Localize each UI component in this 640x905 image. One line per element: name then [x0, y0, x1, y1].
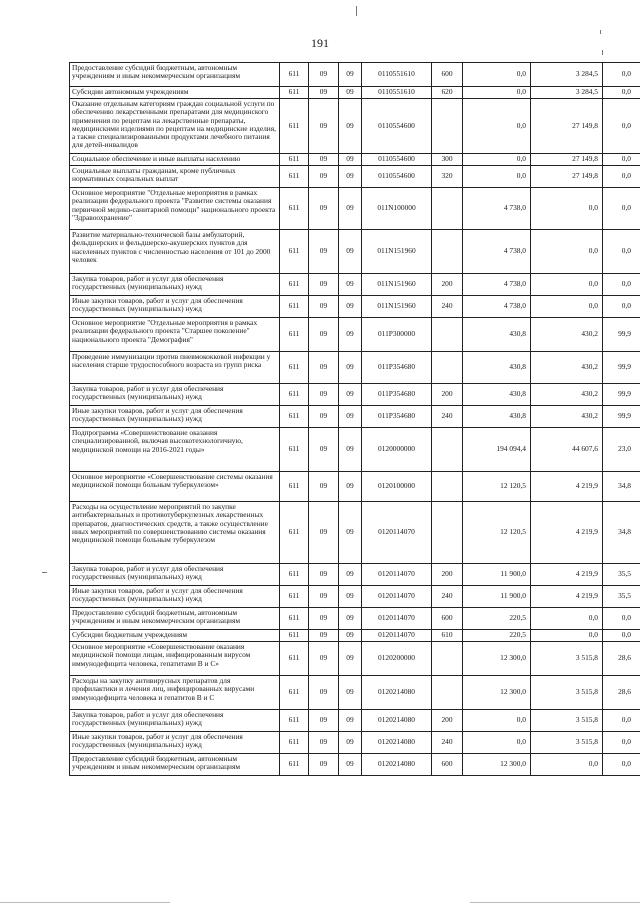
expense-type-cell: 610 [432, 630, 463, 642]
scan-speck [602, 50, 603, 55]
section-code-cell: 09 [309, 564, 339, 586]
section-code-cell: 09 [309, 732, 339, 754]
subsection-code-cell: 09 [339, 710, 362, 732]
executed-amount-cell: 4 219,9 [531, 564, 603, 586]
target-article-cell: 011P354680 [362, 384, 432, 406]
row-name-cell: Закупка товаров, работ и услуг для обеспечения государственных (муниципальных) нужд [70, 564, 280, 586]
expense-type-cell: 200 [432, 710, 463, 732]
target-article-cell: 0120114070 [362, 564, 432, 586]
percent-cell: 0,0 [603, 274, 640, 296]
row-name-cell: Социальное обеспечение и иные выплаты населению [70, 154, 280, 166]
section-code-cell: 09 [309, 63, 339, 87]
row-name-cell: Закупка товаров, работ и услуг для обеспечения государственных (муниципальных) нужд [70, 710, 280, 732]
target-article-cell: 0120114070 [362, 608, 432, 630]
subsection-code-cell: 09 [339, 564, 362, 586]
target-article-cell: 011P300000 [362, 318, 432, 352]
table-row [70, 502, 640, 564]
percent-cell: 0,0 [603, 230, 640, 274]
section-code-cell: 09 [309, 586, 339, 608]
section-code-cell: 09 [309, 630, 339, 642]
planned-amount-cell: 220,5 [463, 630, 531, 642]
planned-amount-cell: 0,0 [463, 732, 531, 754]
row-name-cell: Иные закупки товаров, работ и услуг для обеспечения государственных (муниципальных) нужд [70, 586, 280, 608]
target-article-cell: 0120000000 [362, 428, 432, 472]
table-row [70, 406, 640, 428]
executed-amount-cell: 430,2 [531, 384, 603, 406]
expense-type-cell [432, 676, 463, 710]
expense-type-cell [432, 99, 463, 154]
ministry-code-cell: 611 [280, 564, 309, 586]
table-row [70, 384, 640, 406]
table-row [70, 630, 640, 642]
section-code-cell: 09 [309, 166, 339, 188]
subsection-code-cell: 09 [339, 642, 362, 676]
subsection-code-cell: 09 [339, 502, 362, 564]
section-code-cell: 09 [309, 642, 339, 676]
executed-amount-cell: 4 219,9 [531, 586, 603, 608]
ministry-code-cell: 611 [280, 472, 309, 502]
ministry-code-cell: 611 [280, 630, 309, 642]
subsection-code-cell: 09 [339, 352, 362, 384]
ministry-code-cell: 611 [280, 274, 309, 296]
executed-amount-cell: 44 607,6 [531, 428, 603, 472]
expense-type-cell: 240 [432, 406, 463, 428]
table-row [70, 754, 640, 776]
executed-amount-cell: 4 219,9 [531, 502, 603, 564]
planned-amount-cell: 11 900,0 [463, 586, 531, 608]
expense-type-cell: 240 [432, 296, 463, 318]
percent-cell: 0,0 [603, 188, 640, 230]
ministry-code-cell: 611 [280, 586, 309, 608]
percent-cell: 0,0 [603, 732, 640, 754]
percent-cell: 99,9 [603, 406, 640, 428]
ministry-code-cell: 611 [280, 608, 309, 630]
row-name-cell: Подпрограмма «Совершенствование оказания специализированной, включая высокотехнологичную, медицинской помощи на 2016-2021 годы» [70, 428, 280, 472]
section-code-cell: 09 [309, 99, 339, 154]
expense-type-cell: 600 [432, 608, 463, 630]
section-code-cell: 09 [309, 428, 339, 472]
expense-type-cell: 200 [432, 564, 463, 586]
target-article-cell: 0120114070 [362, 586, 432, 608]
section-code-cell: 09 [309, 710, 339, 732]
target-article-cell: 0110554600 [362, 166, 432, 188]
ministry-code-cell: 611 [280, 384, 309, 406]
percent-cell: 0,0 [603, 296, 640, 318]
target-article-cell: 011N151960 [362, 274, 432, 296]
target-article-cell: 011N151960 [362, 296, 432, 318]
percent-cell: 28,6 [603, 642, 640, 676]
subsection-code-cell: 09 [339, 87, 362, 99]
planned-amount-cell: 12 300,0 [463, 754, 531, 776]
ministry-code-cell: 611 [280, 166, 309, 188]
target-article-cell: 0120214080 [362, 710, 432, 732]
planned-amount-cell: 0,0 [463, 63, 531, 87]
subsection-code-cell: 09 [339, 676, 362, 710]
row-name-cell: Закупка товаров, работ и услуг для обеспечения государственных (муниципальных) нужд [70, 384, 280, 406]
planned-amount-cell: 430,8 [463, 318, 531, 352]
target-article-cell: 0110554600 [362, 99, 432, 154]
percent-cell: 99,9 [603, 318, 640, 352]
percent-cell: 99,9 [603, 352, 640, 384]
table-row [70, 296, 640, 318]
subsection-code-cell: 09 [339, 406, 362, 428]
percent-cell: 0,0 [603, 710, 640, 732]
percent-cell: 0,0 [603, 754, 640, 776]
table-row [70, 710, 640, 732]
planned-amount-cell: 4 738,0 [463, 274, 531, 296]
row-name-cell: Иные закупки товаров, работ и услуг для обеспечения государственных (муниципальных) нужд [70, 296, 280, 318]
row-name-cell: Развитие материально-технической базы амбулаторий, фельдшерских и фельдшерско-акушерских пунктов для населенных пунктов с численностью населения от 101 до 2000 человек [70, 230, 280, 274]
row-name-cell: Предоставление субсидий бюджетным, автономным учреждениям и иным некоммерческим организациям [70, 63, 280, 87]
executed-amount-cell: 4 219,9 [531, 472, 603, 502]
row-name-cell: Основное мероприятие "Отдельные мероприятия в рамках реализации федерального проекта "Старшее поколение" национального проекта "Демография" [70, 318, 280, 352]
row-name-cell: Основное мероприятие «Совершенствование системы оказания медицинской помощи больным туберкулезом» [70, 472, 280, 502]
executed-amount-cell: 0,0 [531, 608, 603, 630]
section-code-cell: 09 [309, 754, 339, 776]
scan-speck [600, 30, 601, 34]
table-row [70, 564, 640, 586]
executed-amount-cell: 3 515,8 [531, 676, 603, 710]
table-row [70, 154, 640, 166]
table-row [70, 586, 640, 608]
planned-amount-cell: 12 300,0 [463, 676, 531, 710]
percent-cell: 0,0 [603, 87, 640, 99]
subsection-code-cell: 09 [339, 472, 362, 502]
percent-cell: 0,0 [603, 99, 640, 154]
subsection-code-cell: 09 [339, 63, 362, 87]
target-article-cell: 0120100000 [362, 472, 432, 502]
planned-amount-cell: 12 120,5 [463, 472, 531, 502]
scan-edge-line [470, 902, 640, 903]
percent-cell: 35,5 [603, 564, 640, 586]
expense-type-cell [432, 352, 463, 384]
section-code-cell: 09 [309, 472, 339, 502]
table-row [70, 608, 640, 630]
table-row [70, 428, 640, 472]
executed-amount-cell: 430,2 [531, 406, 603, 428]
executed-amount-cell: 0,0 [531, 274, 603, 296]
subsection-code-cell: 09 [339, 99, 362, 154]
ministry-code-cell: 611 [280, 406, 309, 428]
planned-amount-cell: 430,8 [463, 406, 531, 428]
ministry-code-cell: 611 [280, 502, 309, 564]
expense-type-cell: 240 [432, 586, 463, 608]
executed-amount-cell: 3 284,5 [531, 87, 603, 99]
row-name-cell: Предоставление субсидий бюджетным, автономным учреждениям и иным некоммерческим организациям [70, 608, 280, 630]
planned-amount-cell: 0,0 [463, 166, 531, 188]
target-article-cell: 011P354680 [362, 352, 432, 384]
target-article-cell: 011N100000 [362, 188, 432, 230]
planned-amount-cell: 11 900,0 [463, 564, 531, 586]
ministry-code-cell: 611 [280, 87, 309, 99]
ministry-code-cell: 611 [280, 188, 309, 230]
executed-amount-cell: 430,2 [531, 352, 603, 384]
scan-edge-line [0, 902, 170, 903]
percent-cell: 0,0 [603, 608, 640, 630]
scan-speck [42, 572, 47, 573]
section-code-cell: 09 [309, 502, 339, 564]
ministry-code-cell: 611 [280, 63, 309, 87]
expense-type-cell: 200 [432, 384, 463, 406]
planned-amount-cell: 220,5 [463, 608, 531, 630]
target-article-cell: 0120214080 [362, 676, 432, 710]
executed-amount-cell: 0,0 [531, 754, 603, 776]
subsection-code-cell: 09 [339, 188, 362, 230]
subsection-code-cell: 09 [339, 630, 362, 642]
target-article-cell: 011N151960 [362, 230, 432, 274]
subsection-code-cell: 09 [339, 274, 362, 296]
scan-speck [356, 6, 357, 16]
planned-amount-cell: 0,0 [463, 99, 531, 154]
executed-amount-cell: 0,0 [531, 630, 603, 642]
target-article-cell: 0120214080 [362, 754, 432, 776]
executed-amount-cell: 0,0 [531, 188, 603, 230]
expense-type-cell: 620 [432, 87, 463, 99]
expense-type-cell: 600 [432, 63, 463, 87]
ministry-code-cell: 611 [280, 296, 309, 318]
table-row [70, 99, 640, 154]
row-name-cell: Расходы на закупку антивирусных препаратов для профилактики и лечения лиц, инфицированных вирусами иммунодефицита человека и гепатитов B и C [70, 676, 280, 710]
planned-amount-cell: 4 738,0 [463, 296, 531, 318]
subsection-code-cell: 09 [339, 154, 362, 166]
section-code-cell: 09 [309, 230, 339, 274]
table-row [70, 274, 640, 296]
planned-amount-cell: 194 094,4 [463, 428, 531, 472]
expense-type-cell: 300 [432, 154, 463, 166]
expense-type-cell [432, 188, 463, 230]
subsection-code-cell: 09 [339, 428, 362, 472]
section-code-cell: 09 [309, 384, 339, 406]
table-row [70, 676, 640, 710]
table-row [70, 166, 640, 188]
executed-amount-cell: 3 515,8 [531, 642, 603, 676]
row-name-cell: Основное мероприятие "Отдельные мероприятия в рамках реализации федерального проекта "Развитие системы оказания первичной медико-санитарной помощи" национального проекта "Здравоохранение" [70, 188, 280, 230]
percent-cell: 0,0 [603, 154, 640, 166]
percent-cell: 99,9 [603, 384, 640, 406]
table-row [70, 63, 640, 87]
ministry-code-cell: 611 [280, 230, 309, 274]
ministry-code-cell: 611 [280, 428, 309, 472]
expense-type-cell [432, 472, 463, 502]
subsection-code-cell: 09 [339, 230, 362, 274]
row-name-cell: Социальные выплаты гражданам, кроме публичных нормативных социальных выплат [70, 166, 280, 188]
executed-amount-cell: 27 149,8 [531, 166, 603, 188]
ministry-code-cell: 611 [280, 154, 309, 166]
section-code-cell: 09 [309, 296, 339, 318]
row-name-cell: Закупка товаров, работ и услуг для обеспечения государственных (муниципальных) нужд [70, 274, 280, 296]
table-row [70, 352, 640, 384]
subsection-code-cell: 09 [339, 586, 362, 608]
ministry-code-cell: 611 [280, 318, 309, 352]
table-row [70, 230, 640, 274]
executed-amount-cell: 430,2 [531, 318, 603, 352]
planned-amount-cell: 430,8 [463, 384, 531, 406]
executed-amount-cell: 3 515,8 [531, 710, 603, 732]
expense-type-cell: 240 [432, 732, 463, 754]
planned-amount-cell: 0,0 [463, 154, 531, 166]
expense-type-cell [432, 230, 463, 274]
planned-amount-cell: 0,0 [463, 710, 531, 732]
ministry-code-cell: 611 [280, 754, 309, 776]
ministry-code-cell: 611 [280, 676, 309, 710]
planned-amount-cell: 12 120,5 [463, 502, 531, 564]
row-name-cell: Оказание отдельным категориям граждан социальной услуги по обеспечению лекарственными препаратами для медицинского применения по рецептам на лекарственные препараты, медицинскими изделиями по рецептам на медицинские изделия, а также специализированными продуктами лечебного питания для детей-инвалидов [70, 99, 280, 154]
ministry-code-cell: 611 [280, 99, 309, 154]
percent-cell: 35,5 [603, 586, 640, 608]
percent-cell: 0,0 [603, 63, 640, 87]
row-name-cell: Субсидии автономным учреждениям [70, 87, 280, 99]
row-name-cell: Предоставление субсидий бюджетным, автономным учреждениям и иным некоммерческим организациям [70, 754, 280, 776]
table-row [70, 188, 640, 230]
row-name-cell: Субсидии бюджетным учреждениям [70, 630, 280, 642]
section-code-cell: 09 [309, 154, 339, 166]
planned-amount-cell: 0,0 [463, 87, 531, 99]
subsection-code-cell: 09 [339, 608, 362, 630]
section-code-cell: 09 [309, 188, 339, 230]
section-code-cell: 09 [309, 87, 339, 99]
target-article-cell: 0110551610 [362, 87, 432, 99]
section-code-cell: 09 [309, 608, 339, 630]
executed-amount-cell: 3 284,5 [531, 63, 603, 87]
target-article-cell: 0110551610 [362, 63, 432, 87]
ministry-code-cell: 611 [280, 710, 309, 732]
percent-cell: 28,6 [603, 676, 640, 710]
section-code-cell: 09 [309, 352, 339, 384]
table-row [70, 318, 640, 352]
planned-amount-cell: 4 738,0 [463, 188, 531, 230]
section-code-cell: 09 [309, 274, 339, 296]
subsection-code-cell: 09 [339, 384, 362, 406]
subsection-code-cell: 09 [339, 318, 362, 352]
ministry-code-cell: 611 [280, 642, 309, 676]
subsection-code-cell: 09 [339, 754, 362, 776]
section-code-cell: 09 [309, 676, 339, 710]
row-name-cell: Иные закупки товаров, работ и услуг для обеспечения государственных (муниципальных) нужд [70, 732, 280, 754]
expense-type-cell: 320 [432, 166, 463, 188]
planned-amount-cell: 430,8 [463, 352, 531, 384]
target-article-cell: 0120200000 [362, 642, 432, 676]
expense-type-cell: 200 [432, 274, 463, 296]
percent-cell: 0,0 [603, 166, 640, 188]
subsection-code-cell: 09 [339, 732, 362, 754]
target-article-cell: 0120214080 [362, 732, 432, 754]
expense-type-cell [432, 642, 463, 676]
row-name-cell: Расходы на осуществление мероприятий по закупке антибактериальных и противотуберкулезных лекарственных препаратов, диагностических средств, а также осуществление иных мероприятий по совершенствованию системы оказания медицинской помощи больным туберкулезом [70, 502, 280, 564]
executed-amount-cell: 27 149,8 [531, 99, 603, 154]
table-body [70, 63, 640, 776]
ministry-code-cell: 611 [280, 352, 309, 384]
table-row [70, 472, 640, 502]
executed-amount-cell: 3 515,8 [531, 732, 603, 754]
page-number: 191 [311, 36, 329, 50]
table-row [70, 87, 640, 99]
budget-execution-table [69, 62, 640, 776]
table-row [70, 732, 640, 754]
row-name-cell: Проведение иммунизации против пневмококковой инфекции у населения старше трудоспособного возраста из групп риска [70, 352, 280, 384]
section-code-cell: 09 [309, 406, 339, 428]
expense-type-cell [432, 502, 463, 564]
executed-amount-cell: 0,0 [531, 230, 603, 274]
subsection-code-cell: 09 [339, 296, 362, 318]
subsection-code-cell: 09 [339, 166, 362, 188]
row-name-cell: Основное мероприятие «Совершенствование оказания медицинской помощи лицам, инфицированным вирусом иммунодефицита человека, гепатитами B и C» [70, 642, 280, 676]
planned-amount-cell: 12 300,0 [463, 642, 531, 676]
expense-type-cell [432, 428, 463, 472]
table-row [70, 642, 640, 676]
target-article-cell: 0120114070 [362, 502, 432, 564]
target-article-cell: 0110554600 [362, 154, 432, 166]
percent-cell: 34,8 [603, 502, 640, 564]
percent-cell: 0,0 [603, 630, 640, 642]
ministry-code-cell: 611 [280, 732, 309, 754]
section-code-cell: 09 [309, 318, 339, 352]
percent-cell: 34,8 [603, 472, 640, 502]
percent-cell: 23,0 [603, 428, 640, 472]
row-name-cell: Иные закупки товаров, работ и услуг для обеспечения государственных (муниципальных) нужд [70, 406, 280, 428]
expense-type-cell: 600 [432, 754, 463, 776]
planned-amount-cell: 4 738,0 [463, 230, 531, 274]
executed-amount-cell: 27 149,8 [531, 154, 603, 166]
expense-type-cell [432, 318, 463, 352]
executed-amount-cell: 0,0 [531, 296, 603, 318]
target-article-cell: 0120114070 [362, 630, 432, 642]
target-article-cell: 011P354680 [362, 406, 432, 428]
